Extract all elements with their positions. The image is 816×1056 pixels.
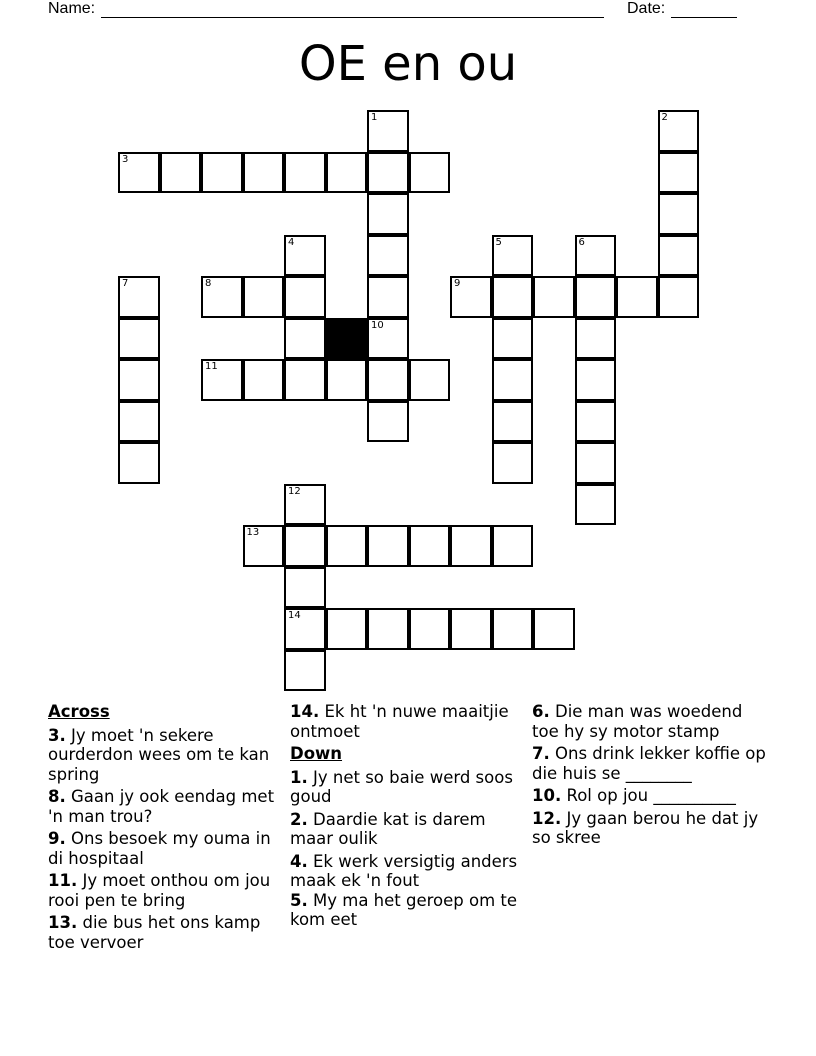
clue-text: Ons besoek my ouma in di hospitaal (48, 829, 271, 868)
clue-text: Gaan jy ook eendag met 'n man trou? (48, 787, 275, 826)
grid-cell[interactable] (492, 525, 534, 567)
grid-cell[interactable] (492, 401, 534, 443)
grid-cell[interactable] (367, 235, 409, 277)
grid-cell[interactable] (118, 152, 160, 194)
grid-cell[interactable] (284, 525, 326, 567)
grid-cell[interactable] (284, 152, 326, 194)
cell-number: 10 (371, 319, 384, 331)
cell-number: 11 (205, 361, 218, 372)
grid-cell[interactable] (118, 401, 160, 443)
grid-cell[interactable] (284, 567, 326, 609)
grid-cell[interactable] (450, 608, 492, 650)
clue-text: Jy moet 'n sekere ourderdon wees om te kan spring (48, 725, 270, 784)
clue-number: 7. (532, 744, 550, 763)
clue-down-10 (532, 786, 768, 806)
grid-cell[interactable] (409, 359, 451, 401)
grid-cell[interactable] (367, 276, 409, 318)
clue-column-2 (290, 702, 522, 933)
down-heading: Down (290, 744, 343, 763)
cell-number: 9 (454, 278, 461, 289)
clue-text: Ek ht 'n nuwe maaitjie ontmoet (290, 702, 509, 741)
clue-text: Jy moet onthou om jou rooi pen te bring (48, 871, 271, 910)
black-square (326, 318, 368, 360)
grid-cell[interactable] (326, 359, 368, 401)
clue-across-3 (48, 726, 280, 785)
grid-cell[interactable] (367, 359, 409, 401)
grid-cell[interactable] (492, 235, 534, 277)
clue-text: Rol op jou __________ (566, 786, 736, 805)
cell-number: 6 (578, 236, 585, 248)
clue-down-6 (532, 702, 768, 741)
grid-cell[interactable] (575, 484, 617, 526)
grid-cell[interactable] (575, 318, 617, 360)
grid-cell[interactable] (201, 276, 243, 318)
cell-number: 5 (495, 236, 502, 248)
cell-number: 4 (288, 236, 295, 248)
clue-number: 5. (290, 890, 308, 910)
clue-across-14 (290, 702, 522, 741)
grid-cell[interactable] (284, 484, 326, 526)
clue-down-4 (290, 852, 522, 891)
cell-number: 1 (371, 112, 378, 123)
across-heading: Across (48, 702, 110, 721)
grid-cell[interactable] (409, 152, 451, 194)
clue-number: 8. (48, 787, 66, 806)
clue-number: 12. (532, 808, 562, 828)
clue-number: 13. (48, 913, 78, 932)
clue-number: 3. (48, 725, 66, 745)
grid-cell[interactable] (658, 110, 700, 152)
cell-number: 12 (288, 485, 301, 497)
clue-text: Jy net so baie werd soos goud (290, 767, 513, 806)
grid-cell[interactable] (284, 318, 326, 360)
grid-cell[interactable] (575, 276, 617, 318)
clue-column-3 (532, 702, 768, 851)
grid-cell[interactable] (243, 276, 285, 318)
grid-cell[interactable] (367, 152, 409, 194)
clue-number: 9. (48, 829, 66, 848)
grid-cell[interactable] (616, 276, 658, 318)
grid-cell[interactable] (284, 276, 326, 318)
page-title: OE en ou (298, 36, 518, 92)
grid-cell[interactable] (367, 525, 409, 567)
clue-text: Ek werk versigtig anders maak ek 'n fout (290, 851, 518, 890)
grid-cell[interactable] (160, 152, 202, 194)
grid-cell[interactable] (367, 110, 409, 152)
clue-down-7 (532, 744, 768, 783)
grid-cell[interactable] (367, 193, 409, 235)
clue-text: Daardie kat is darem maar oulik (290, 809, 486, 848)
clue-across-13 (48, 913, 280, 952)
grid-cell[interactable] (243, 359, 285, 401)
grid-cell[interactable] (658, 235, 700, 277)
grid-cell[interactable] (326, 152, 368, 194)
grid-cell[interactable] (284, 359, 326, 401)
grid-cell[interactable] (492, 276, 534, 318)
clue-across-8 (48, 787, 280, 826)
clue-across-11 (48, 871, 280, 910)
grid-cell[interactable] (243, 152, 285, 194)
grid-cell[interactable] (533, 276, 575, 318)
grid-cell[interactable] (409, 608, 451, 650)
clue-text: Ons drink lekker koffie op die huis se ________ (532, 744, 766, 783)
cell-number: 8 (205, 278, 212, 289)
grid-cell[interactable] (367, 401, 409, 443)
grid-cell[interactable] (326, 525, 368, 567)
grid-cell[interactable] (575, 442, 617, 484)
grid-cell[interactable] (450, 276, 492, 318)
grid-cell[interactable] (409, 525, 451, 567)
cell-number: 3 (122, 153, 129, 165)
clue-number: 6. (532, 702, 550, 721)
clue-number: 10. (532, 786, 562, 805)
name-label: Name: (48, 0, 96, 17)
cell-number: 13 (246, 527, 260, 538)
grid-cell[interactable] (450, 525, 492, 567)
clue-down-1 (290, 768, 522, 807)
grid-cell[interactable] (658, 276, 700, 318)
clue-number: 1. (290, 767, 308, 787)
grid-cell[interactable] (575, 401, 617, 443)
clue-number: 11. (48, 871, 78, 890)
grid-cell[interactable] (492, 442, 534, 484)
grid-cell[interactable] (284, 235, 326, 277)
clue-text: die bus het ons kamp toe vervoer (48, 913, 261, 952)
grid-cell[interactable] (326, 608, 368, 650)
grid-cell[interactable] (492, 318, 534, 360)
clue-text: Jy gaan berou he dat jy so skree (532, 808, 759, 847)
grid-cell[interactable] (533, 608, 575, 650)
grid-cell[interactable] (492, 608, 534, 650)
grid-cell[interactable] (658, 152, 700, 194)
grid-cell[interactable] (201, 152, 243, 194)
grid-cell[interactable] (284, 650, 326, 692)
clue-across-9 (48, 829, 280, 868)
grid-cell[interactable] (201, 359, 243, 401)
grid-cell[interactable] (575, 235, 617, 277)
grid-cell[interactable] (658, 193, 700, 235)
clue-column-1 (48, 702, 280, 955)
grid-cell[interactable] (367, 318, 409, 360)
clue-text: My ma het geroep om te kom eet (290, 890, 518, 929)
cell-number: 2 (661, 112, 668, 123)
grid-cell[interactable] (118, 318, 160, 360)
grid-cell[interactable] (118, 442, 160, 484)
grid-cell[interactable] (118, 359, 160, 401)
clue-text: Die man was woedend toe hy sy motor stamp (532, 702, 743, 741)
cell-number: 7 (122, 278, 129, 289)
clue-down-5 (290, 891, 522, 930)
cell-number: 14 (288, 610, 301, 621)
grid-cell[interactable] (367, 608, 409, 650)
grid-cell[interactable] (492, 359, 534, 401)
clue-down-12 (532, 809, 768, 848)
clue-down-2 (290, 810, 522, 849)
grid-cell[interactable] (243, 525, 285, 567)
grid-cell[interactable] (575, 359, 617, 401)
grid-cell[interactable] (118, 276, 160, 318)
clue-number: 14. (290, 702, 320, 721)
date-label: Date: (627, 0, 666, 17)
clue-number: 2. (290, 809, 308, 829)
clue-number: 4. (290, 851, 308, 871)
grid-cell[interactable] (284, 608, 326, 650)
